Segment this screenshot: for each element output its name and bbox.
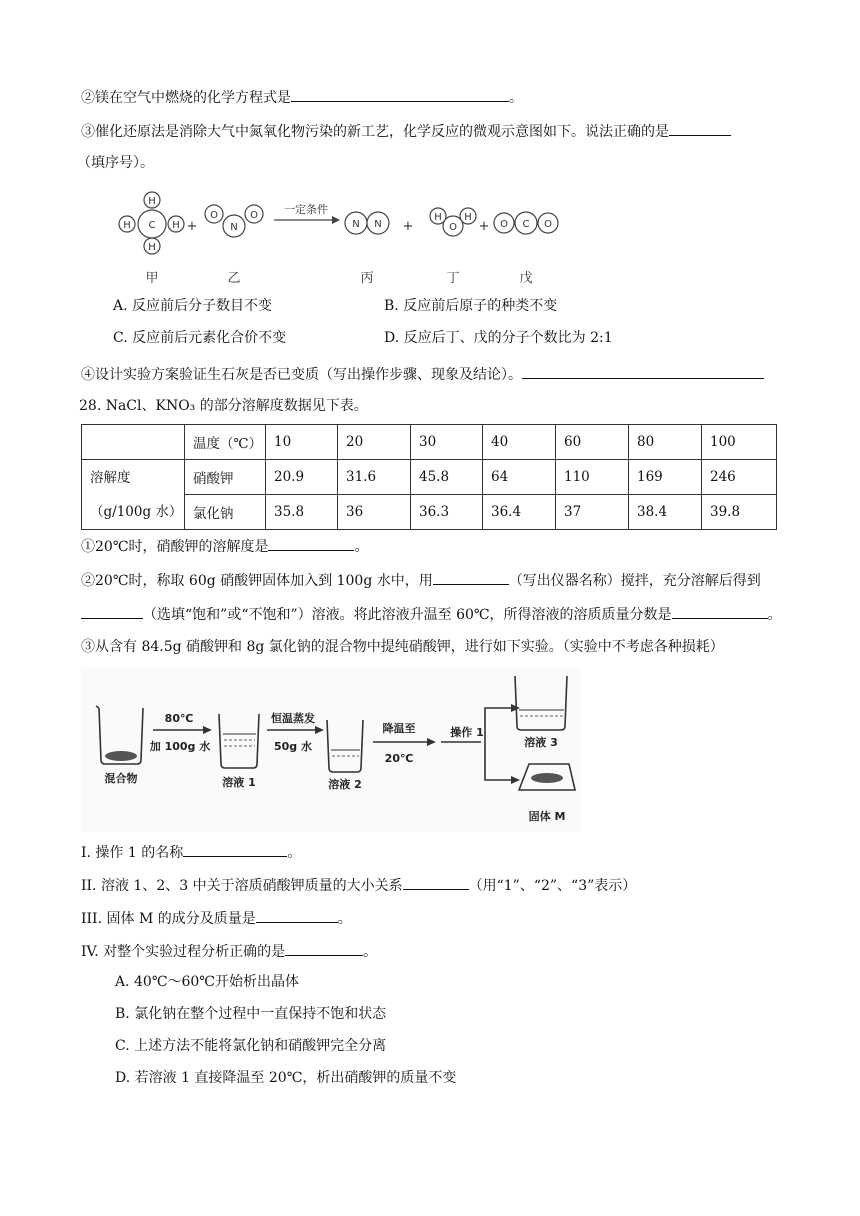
q28-option-d[interactable]: D. 若溶液 1 直接降温至 20℃，析出硝酸钾的质量不变: [115, 1070, 457, 1086]
atom-label: O: [544, 219, 552, 230]
atom-label: H: [123, 220, 131, 231]
answer-blank[interactable]: [403, 874, 469, 890]
flow-step1-top: 80℃: [164, 712, 194, 725]
answer-blank[interactable]: [669, 120, 731, 136]
q28-sub4: [81, 940, 377, 962]
row-group-header: [82, 460, 185, 530]
table-cell: 110: [556, 460, 629, 495]
reaction-arrow: [274, 202, 340, 224]
flow-step3-bottom: 20℃: [384, 752, 414, 765]
flow-label-solution1: 溶液 1: [222, 776, 256, 789]
atom-label: H: [172, 220, 180, 231]
temp-cell: 100: [702, 425, 777, 460]
q28-item2-b: （写出仪器名称）搅拌，充分溶解后得到: [508, 573, 761, 589]
atom-label: H: [464, 212, 472, 223]
temp-label: 温度（℃）: [185, 425, 266, 460]
atom-label: O: [210, 210, 218, 221]
atom-label: H: [148, 242, 156, 253]
atom-label: N: [374, 219, 382, 230]
water-molecule: [430, 208, 476, 236]
flow-label-solid-m: 固体 M: [528, 810, 566, 823]
q28-item2-end: 。: [767, 607, 782, 623]
temp-cell: 10: [266, 425, 338, 460]
plus-sign: +: [402, 219, 414, 234]
q27-option-c[interactable]: C. 反应前后元素化合价不变: [113, 330, 287, 346]
n2-molecule: [345, 212, 389, 234]
answer-blank[interactable]: [256, 907, 338, 923]
q28-item2-c: （选填“饱和”或“不饱和”）溶液。将此溶液升温至 60℃，所得溶液的溶质质量分数是: [143, 607, 672, 623]
q28-sub2-end: （用“1”、“2”、“3”表示）: [468, 878, 637, 894]
flow-step1-bottom: 加 100g 水: [149, 740, 211, 753]
q28-sub1-text: I. 操作 1 的名称: [81, 845, 184, 861]
label-bing: 丙: [360, 271, 374, 286]
row-header-line1: 溶解度: [90, 469, 131, 486]
table-cell: 39.8: [702, 495, 777, 530]
q27-item3-cont: （填序号）。: [77, 155, 154, 171]
q28-sub4-end: 。: [363, 944, 378, 960]
q27-item4-text: ④设计实验方案验证生石灰是否已变质（写出操作步骤、现象及结论）。: [81, 367, 522, 383]
flow-label-solution2: 溶液 2: [328, 778, 362, 791]
q28-item1-text: ①20℃时，硝酸钾的溶解度是: [81, 539, 269, 555]
label-ding: 丁: [446, 271, 460, 286]
methane-molecule: [119, 192, 184, 254]
table-cell: 36.4: [483, 495, 556, 530]
flow-step2-top: 恒温蒸发: [271, 712, 315, 725]
q27-item2: [81, 86, 523, 108]
q27-option-a[interactable]: A. 反应前后分子数目不变: [113, 298, 273, 314]
table-cell: 37: [556, 495, 629, 530]
temp-cell: 20: [338, 425, 411, 460]
q27-item2-end: 。: [509, 90, 523, 106]
atom-label: H: [148, 196, 156, 207]
q27-option-b[interactable]: B. 反应前后原子的种类不变: [384, 298, 558, 314]
substance-name: 氯化钠: [185, 495, 266, 530]
q28-sub2: [81, 874, 636, 896]
substance-name: 硝酸钾: [185, 460, 266, 495]
q28-item3: ③从含有 84.5g 硝酸钾和 8g 氯化钠的混合物中提纯硝酸钾，进行如下实验。（实验中不考虑各种损耗）: [81, 639, 724, 655]
answer-blank[interactable]: [81, 603, 143, 619]
flow-step3-top: 降温至: [382, 722, 416, 735]
flow-label-mixture: 混合物: [104, 772, 138, 785]
reaction-condition: 一定条件: [284, 203, 328, 216]
row-header-line2: （g/100g 水）: [90, 503, 183, 520]
q28-intro: 28. NaCl、KNO₃ 的部分溶解度数据见下表。: [79, 398, 368, 414]
table-cell: 31.6: [338, 460, 411, 495]
atom-label: C: [522, 219, 530, 230]
q28-sub2-text: II. 溶液 1、2、3 中关于溶质硝酸钾质量的大小关系: [81, 878, 403, 894]
co2-molecule: [494, 212, 558, 234]
q27-item2-text: ②镁在空气中燃烧的化学方程式是: [81, 90, 291, 106]
q28-option-c[interactable]: C. 上述方法不能将氯化钠和硝酸钾完全分离: [115, 1038, 387, 1054]
answer-blank[interactable]: [291, 86, 509, 102]
flow-label-solution3: 溶液 3: [524, 736, 558, 749]
q28-sub3: [81, 907, 352, 929]
q28-item2-a: ②20℃时，称取 60g 硝酸钾固体加入到 100g 水中，用: [81, 573, 433, 589]
atom-label: N: [352, 219, 360, 230]
q27-item4: [81, 363, 764, 385]
flow-step2-bottom: 50g 水: [273, 740, 313, 753]
label-yi: 乙: [227, 271, 241, 286]
table-cell: 20.9: [266, 460, 338, 495]
table-cell: 246: [702, 460, 777, 495]
q27-item3-text: ③催化还原法是消除大气中氮氧化物污染的新工艺，化学反应的微观示意图如下。说法正确的是: [81, 124, 669, 140]
atom-label: N: [230, 222, 238, 233]
q28-item2: [81, 569, 761, 591]
table-cell: 38.4: [629, 495, 702, 530]
table-row: [82, 495, 777, 530]
table-corner-cell: [82, 425, 185, 460]
experiment-flow-diagram: [81, 668, 581, 832]
table-header-row: [82, 425, 777, 460]
temp-cell: 40: [483, 425, 556, 460]
answer-blank[interactable]: [522, 363, 764, 379]
atom-label: O: [500, 219, 508, 230]
answer-blank[interactable]: [183, 841, 287, 857]
q28-item2-cont: [81, 603, 782, 625]
answer-blank[interactable]: [268, 535, 354, 551]
q27-option-d[interactable]: D. 反应后丁、戊的分子个数比为 2:1: [384, 330, 613, 346]
atom-label: O: [449, 222, 457, 233]
temp-cell: 30: [411, 425, 483, 460]
label-jia: 甲: [145, 271, 159, 286]
answer-blank[interactable]: [433, 569, 509, 585]
table-cell: 45.8: [411, 460, 483, 495]
table-cell: 64: [483, 460, 556, 495]
q28-option-b[interactable]: B. 氯化钠在整个过程中一直保持不饱和状态: [115, 1006, 387, 1022]
solubility-table: [81, 424, 777, 530]
q28-sub4-text: IV. 对整个实验过程分析正确的是: [81, 944, 286, 960]
reaction-diagram: [110, 186, 570, 290]
plus-sign: +: [478, 219, 490, 234]
table-row: [82, 460, 777, 495]
label-wu: 戊: [519, 271, 533, 286]
q27-item3: [81, 120, 731, 142]
table-cell: 169: [629, 460, 702, 495]
atom-label: H: [434, 212, 442, 223]
q28-sub3-end: 。: [337, 911, 352, 927]
flow-operation1: 操作 1: [450, 726, 484, 739]
table-cell: 36: [338, 495, 411, 530]
q28-item1-end: 。: [354, 539, 369, 555]
table-cell: 36.3: [411, 495, 483, 530]
plus-sign: +: [186, 219, 198, 234]
atom-label: O: [250, 210, 258, 221]
q28-item1: [81, 535, 368, 557]
q28-sub3-text: III. 固体 M 的成分及质量是: [81, 911, 256, 927]
q28-option-a[interactable]: A. 40℃～60℃开始析出晶体: [115, 974, 299, 990]
answer-blank[interactable]: [672, 603, 768, 619]
no2-molecule: [205, 205, 263, 237]
temp-cell: 80: [629, 425, 702, 460]
q28-sub1: [81, 841, 301, 863]
temp-cell: 60: [556, 425, 629, 460]
q28-sub1-end: 。: [287, 845, 302, 861]
answer-blank[interactable]: [285, 940, 363, 956]
atom-label: C: [148, 220, 156, 231]
table-cell: 35.8: [266, 495, 338, 530]
